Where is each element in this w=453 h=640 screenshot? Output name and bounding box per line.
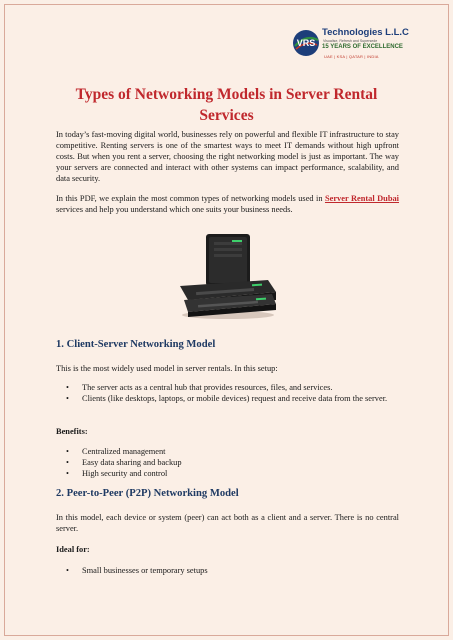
intro-text-before: In this PDF, we explain the most common types of networking models used in <box>56 194 325 203</box>
server-rental-dubai-link[interactable]: Server Rental Dubai <box>324 194 399 203</box>
list-item: • Easy data sharing and backup <box>66 458 399 469</box>
years-badge: 15 YEARS OF EXCELLENCE <box>322 44 403 50</box>
list-item: • The server acts as a central hub that provides resources, files, and services. <box>66 383 399 394</box>
company-logo <box>291 24 416 64</box>
server-rack-image <box>176 228 278 320</box>
vrs-logo-icon <box>291 28 321 58</box>
regions-list: UAE | KSA | QATAR | INDIA <box>324 54 379 59</box>
section-1-intro: This is the most widely used model in server rentals. In this setup: <box>56 364 278 373</box>
document-title: Types of Networking Models in Server Rental Services <box>75 86 378 124</box>
intro-text-after: services and help you understand which one suits your business needs. <box>56 204 293 214</box>
list-item: • Small businesses or temporary setups <box>66 566 399 577</box>
logo-monogram: VRS <box>296 38 316 48</box>
list-item: • High security and control <box>66 469 399 480</box>
list-item: • Centralized management <box>66 447 399 458</box>
benefits-label: Benefits: <box>56 427 88 436</box>
company-name: Technologies L.L.C <box>322 27 409 38</box>
intro-paragraph: In today’s fast-moving digital world, businesses rely on powerful and flexible IT infrastructure to stay competitive. Renting servers is one of the smartest ways to meet IT demands without high upfront costs. But when you rent a server, choosing the right networking model is just as important. The way your servers are connected and interact with other systems can impact performance, scalability, and data security. <box>56 130 399 183</box>
benefits-list <box>66 447 399 480</box>
section-2-heading: 2. Peer-to-Peer (P2P) Networking Model <box>56 488 239 499</box>
ideal-for-list <box>66 566 399 577</box>
section-1-points <box>66 383 399 405</box>
intro-paragraph-2 <box>56 194 399 216</box>
section-2-intro: In this model, each device or system (peer) can act both as a client and a server. There is no central server. <box>56 513 399 533</box>
list-item: • Clients (like desktops, laptops, or mobile devices) request and receive data from the server. <box>66 394 399 405</box>
company-tagline: Visualise, Refresh and Supersede <box>323 39 378 43</box>
ideal-for-label: Ideal for: <box>56 545 90 554</box>
section-1-heading: 1. Client-Server Networking Model <box>56 339 216 350</box>
